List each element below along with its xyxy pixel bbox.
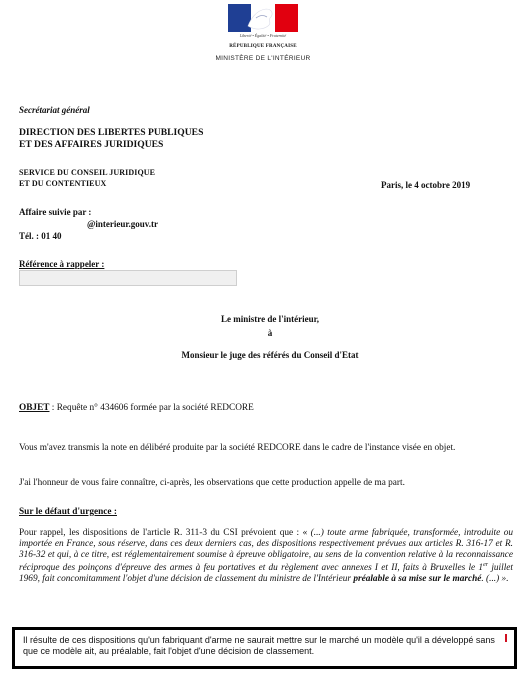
followed-by-label: Affaire suivie par : bbox=[19, 207, 92, 217]
p3-bold: préalable à sa mise sur le marché bbox=[353, 574, 482, 585]
paragraph-1: Vous m'avez transmis la note en délibéré produite par la société REDCORE dans le cadre de l'instance visée en objet. bbox=[19, 443, 456, 453]
reference-label: Référence à rappeler : bbox=[19, 259, 105, 269]
service-line-1: SERVICE DU CONSEIL JURIDIQUE bbox=[19, 168, 156, 177]
place-date: Paris, le 4 octobre 2019 bbox=[381, 180, 471, 190]
contact-email: @interieur.gouv.tr bbox=[87, 219, 159, 229]
direction-line-2: ET DES AFFAIRES JURIDIQUES bbox=[19, 139, 164, 150]
object-label: OBJET bbox=[19, 403, 50, 413]
paragraph-2: J'ai l'honneur de vous faire connaître, ci-après, les observations que cette production appelle de ma part. bbox=[19, 478, 405, 488]
service-line-2: ET DU CONTENTIEUX bbox=[19, 179, 107, 188]
paragraph-3 bbox=[19, 528, 513, 585]
p3-quote: (...) toute arme fabriquée, transformée, introduite ou importée en France, sous réserve, dans ces deux derniers cas, des dispositions respectivement prévues aux articles R. 316-17 et R. 316-32 et qui, à ce titre, est réglementairement soumise à épreuve obligatoire, au sens de la convention relative à la reconnaissance réciproque des poinçons d'épreuve des armes à feu portatives et du règlement avec annexes I et II, faits à Bruxelles le 1 bbox=[19, 528, 513, 574]
conclusion-text: Il résulte de ces dispositions qu'un fabriquant d'arme ne saurait mettre sur le marché un modèle qu'il a développé sans que ce modèle ait, au préalable, fait l'objet d'une décision de classement. bbox=[23, 635, 495, 656]
p3-sup: er bbox=[483, 562, 489, 569]
recipient-judge: Monsieur le juge des référés du Conseil d'Etat bbox=[181, 350, 359, 360]
direction-line-1: DIRECTION DES LIBERTES PUBLIQUES bbox=[19, 127, 204, 138]
marianne-logo-icon bbox=[228, 4, 298, 32]
red-margin-mark bbox=[505, 634, 507, 642]
motto-text: Liberté • Égalité • Fraternité bbox=[239, 33, 287, 38]
p3-quote-2: juillet 1969, fait concomitamment l'objet d'une décision de classement du ministre de l'Intérieur bbox=[19, 563, 514, 585]
secretariat-label: Secrétariat général bbox=[19, 105, 90, 115]
republic-label: RÉPUBLIQUE FRANÇAISE bbox=[229, 44, 297, 49]
sender-minister: Le ministre de l'intérieur, bbox=[221, 314, 319, 324]
section-heading: Sur le défaut d'urgence : bbox=[19, 507, 117, 517]
contact-phone: Tél. : 01 40 bbox=[19, 231, 62, 241]
object-line bbox=[19, 403, 254, 414]
p3-intro: Pour rappel, les dispositions de l'article R. 311-3 du CSI prévoient que : « bbox=[19, 528, 311, 538]
conclusion-box bbox=[12, 627, 517, 669]
ministry-label: MINISTÈRE DE L'INTÉRIEUR bbox=[215, 55, 311, 62]
to-word: à bbox=[267, 328, 273, 338]
object-text: : Requête n° 434606 formée par la société REDCORE bbox=[49, 403, 254, 413]
reference-redacted-box bbox=[19, 270, 237, 286]
p3-end: . (...) ». bbox=[481, 574, 509, 585]
